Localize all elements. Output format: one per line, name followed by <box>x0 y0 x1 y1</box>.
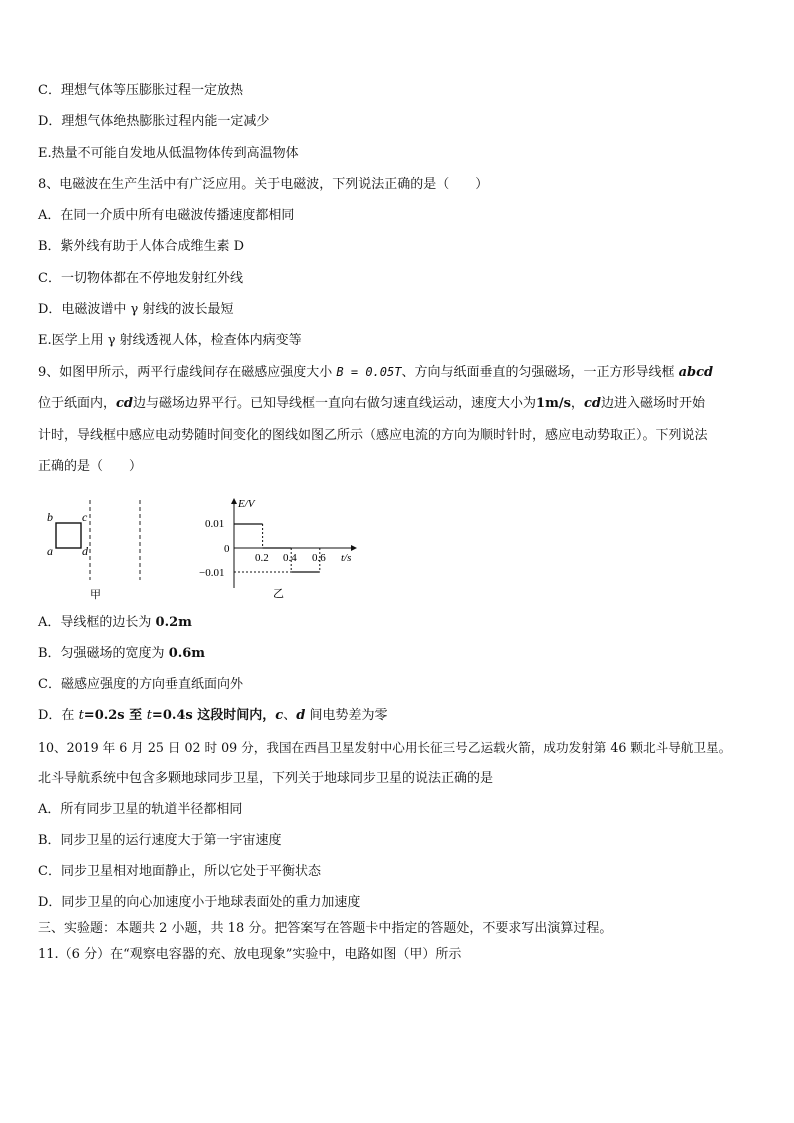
q9-option-a-value: 0.2m <box>155 615 192 630</box>
question-8-stem: 8、电磁波在生产生活中有广泛应用。关于电磁波，下列说法正确的是（ ） <box>38 177 489 192</box>
figure-yi-caption: 乙 <box>273 588 284 600</box>
q9-option-d-point: c <box>275 708 284 723</box>
q9-option-d-var: t <box>146 708 152 723</box>
q9-option-d-text: D．在 <box>38 708 79 723</box>
q9-edge: cd <box>116 396 134 411</box>
x-axis-label: t/s <box>341 552 352 564</box>
q10-option-d: D．同步卫星的向心加速度小于地球表面处的重力加速度 <box>38 895 361 910</box>
q9-text: 9、如图甲所示，两平行虚线间存在磁感应强度大小 <box>38 365 333 380</box>
q9-option-b-text: B．匀强磁场的宽度为 <box>38 646 169 661</box>
q9-text: 、方向与纸面垂直的匀强磁场，一正方形导线框 <box>401 365 675 380</box>
q9-option-d-text: 、 <box>283 708 297 723</box>
q9-text: 边进入磁场时开始 <box>600 396 705 411</box>
x-tick-label-0.2: 0.2 <box>255 552 269 564</box>
square-wire-frame <box>56 523 81 548</box>
q9-option-b-value: 0.6m <box>168 646 206 661</box>
q9-option-c-text: C．磁感应强度的方向垂直纸面向外 <box>38 677 243 692</box>
question-9-line-2 <box>38 396 705 412</box>
q8-option-d: D．电磁波谱中 γ 射线的波长最短 <box>38 302 234 317</box>
q9-formula: B = 0.05T <box>336 365 402 379</box>
question-9-line-1 <box>38 364 713 381</box>
q9-text: ， <box>570 396 584 411</box>
q9-option-d-text: 间电势差为零 <box>305 708 388 723</box>
option-d-line: D．理想气体绝热膨胀过程内能一定减少 <box>38 114 270 129</box>
q9-option-d-point: d <box>296 708 306 723</box>
question-10-line-2: 北斗导航系统中包含多颗地球同步卫星，下列关于地球同步卫星的说法正确的是 <box>38 771 494 786</box>
option-c-line: C．理想气体等压膨胀过程一定放热 <box>38 83 243 98</box>
section-3-heading: 三、实验题：本题共 2 小题，共 18 分。把答案写在答题卡中指定的答题处，不要求写出演算过程。 <box>38 921 613 936</box>
q9-option-d <box>38 708 387 724</box>
question-10-line-1: 10、2019 年 6 月 25 日 02 时 09 分，我国在西昌卫星发射中心用长征三号乙运载火箭，成功发射第 46 颗北斗导航卫星。 <box>38 740 732 755</box>
x-tick-label-0.6: 0.6 <box>312 552 326 564</box>
q9-frame-name: abcd <box>678 365 714 380</box>
y-tick-label-neg: −0.01 <box>199 567 225 579</box>
q8-option-a: A．在同一介质中所有电磁波传播速度都相同 <box>38 208 295 223</box>
origin-label: 0 <box>224 543 230 555</box>
q9-option-b <box>38 646 205 662</box>
q9-option-c <box>38 677 243 693</box>
q9-option-d-text: =0.4s 这段时间内， <box>151 708 276 723</box>
y-axis-label: E/V <box>238 498 255 510</box>
label-c: c <box>82 510 88 524</box>
figure-jia-caption: 甲 <box>90 589 101 601</box>
q8-option-e: E.医学上用 γ 射线透视人体，检查体内病变等 <box>38 333 302 348</box>
label-b: b <box>47 510 53 524</box>
q9-option-a <box>38 615 192 631</box>
q10-option-a: A．所有同步卫星的轨道半径都相同 <box>38 802 243 817</box>
label-a: a <box>47 544 53 558</box>
x-tick-label-0.4: 0.4 <box>283 552 297 564</box>
option-e-line: E.热量不可能自发地从低温物体传到高温物体 <box>38 146 299 161</box>
q9-option-d-var: t <box>78 708 84 723</box>
figure-jia <box>40 498 160 606</box>
question-9-line-4: 正确的是（ ） <box>38 459 143 474</box>
label-d: d <box>82 544 88 558</box>
q9-option-d-text: =0.2s 至 <box>83 708 147 723</box>
q10-option-b: B．同步卫星的运行速度大于第一宇宙速度 <box>38 833 282 848</box>
y-tick-label-pos: 0.01 <box>205 518 225 530</box>
q9-text: 位于纸面内， <box>38 396 117 411</box>
q9-text: 边与磁场边界平行。已知导线框一直向右做匀速直线运动，速度大小为 <box>133 396 537 411</box>
figure-yi-graph <box>196 494 376 606</box>
question-9-line-3: 计时，导线框中感应电动势随时间变化的图线如图乙所示（感应电流的方向为顺时针时，感应电动势取正）。下列说法 <box>38 428 708 443</box>
q8-option-b: B．紫外线有助于人体合成维生素 D <box>38 239 245 254</box>
q10-option-c: C．同步卫星相对地面静止，所以它处于平衡状态 <box>38 864 321 879</box>
q9-speed: 1m/s <box>536 396 571 411</box>
question-11-stem: 11.（6 分）在“观察电容器的充、放电现象”实验中，电路如图（甲）所示 <box>38 947 462 962</box>
q8-option-c: C．一切物体都在不停地发射红外线 <box>38 271 243 286</box>
q9-edge: cd <box>583 396 601 411</box>
q9-option-a-text: A．导线框的边长为 <box>38 615 156 630</box>
